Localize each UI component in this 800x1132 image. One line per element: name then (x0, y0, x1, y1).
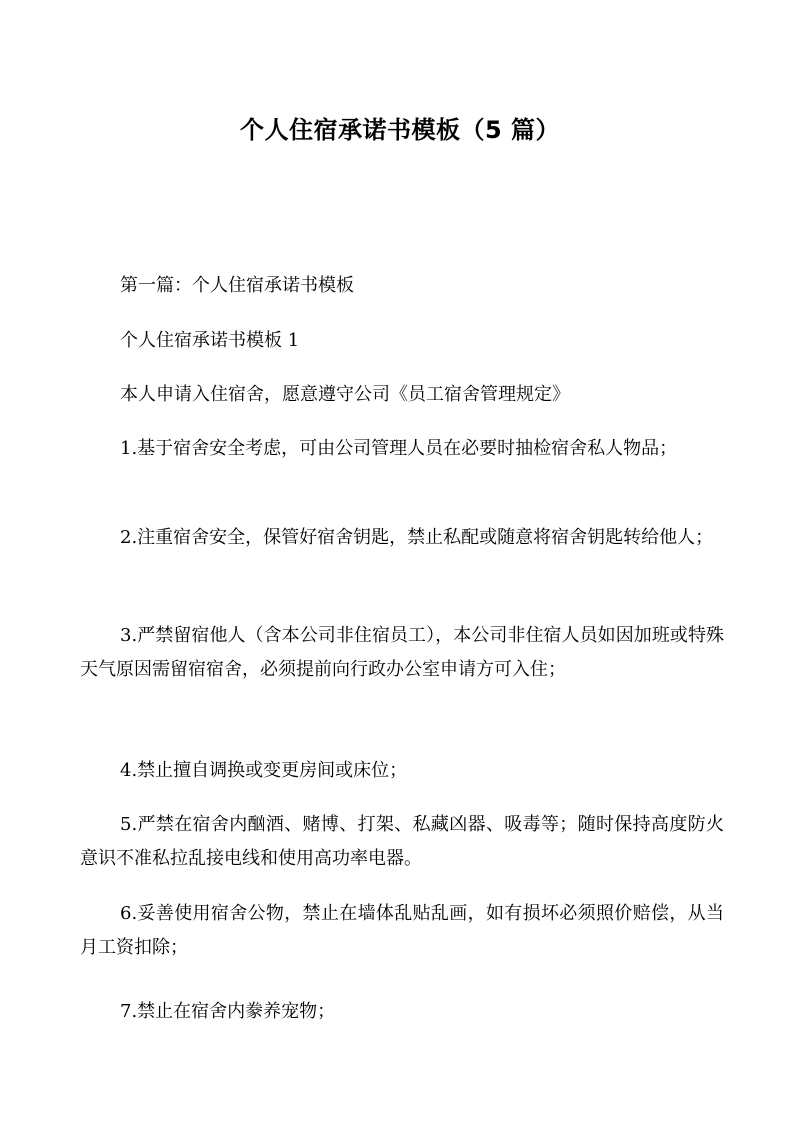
intro-paragraph: 本人申请入住宿舍，愿意遵守公司《员工宿舍管理规定》 (120, 384, 570, 405)
rule-item-3: 3.严禁留宿他人（含本公司非住宿员工），本公司非住宿人员如因加班或特殊天气原因需留宿宿舍，必须提前向行政办公室申请方可入住； (80, 625, 724, 680)
rule-item-1: 1.基于宿舍安全考虑，可由公司管理人员在必要时抽检宿舍私人物品； (120, 438, 678, 459)
rule-item-4: 4.禁止擅自调换或变更房间或床位； (120, 760, 408, 781)
rule-item-5: 5.严禁在宿舍内酗酒、赌博、打架、私藏凶器、吸毒等；随时保持高度防火意识不准私拉乱接电线和使用高功率电器。 (80, 814, 724, 869)
subsection-heading: 个人住宿承诺书模板 1 (120, 330, 300, 351)
document-title: 个人住宿承诺书模板（5 篇） (239, 116, 561, 144)
rule-item-7: 7.禁止在宿舍内豢养宠物； (120, 1001, 336, 1022)
rule-item-6: 6.妥善使用宿舍公物，禁止在墙体乱贴乱画，如有损坏必须照价赔偿，从当月工资扣除； (80, 903, 724, 958)
rule-item-2: 2.注重宿舍安全，保管好宿舍钥匙，禁止私配或随意将宿舍钥匙转给他人； (120, 527, 714, 548)
section-heading: 第一篇：个人住宿承诺书模板 (120, 275, 354, 296)
